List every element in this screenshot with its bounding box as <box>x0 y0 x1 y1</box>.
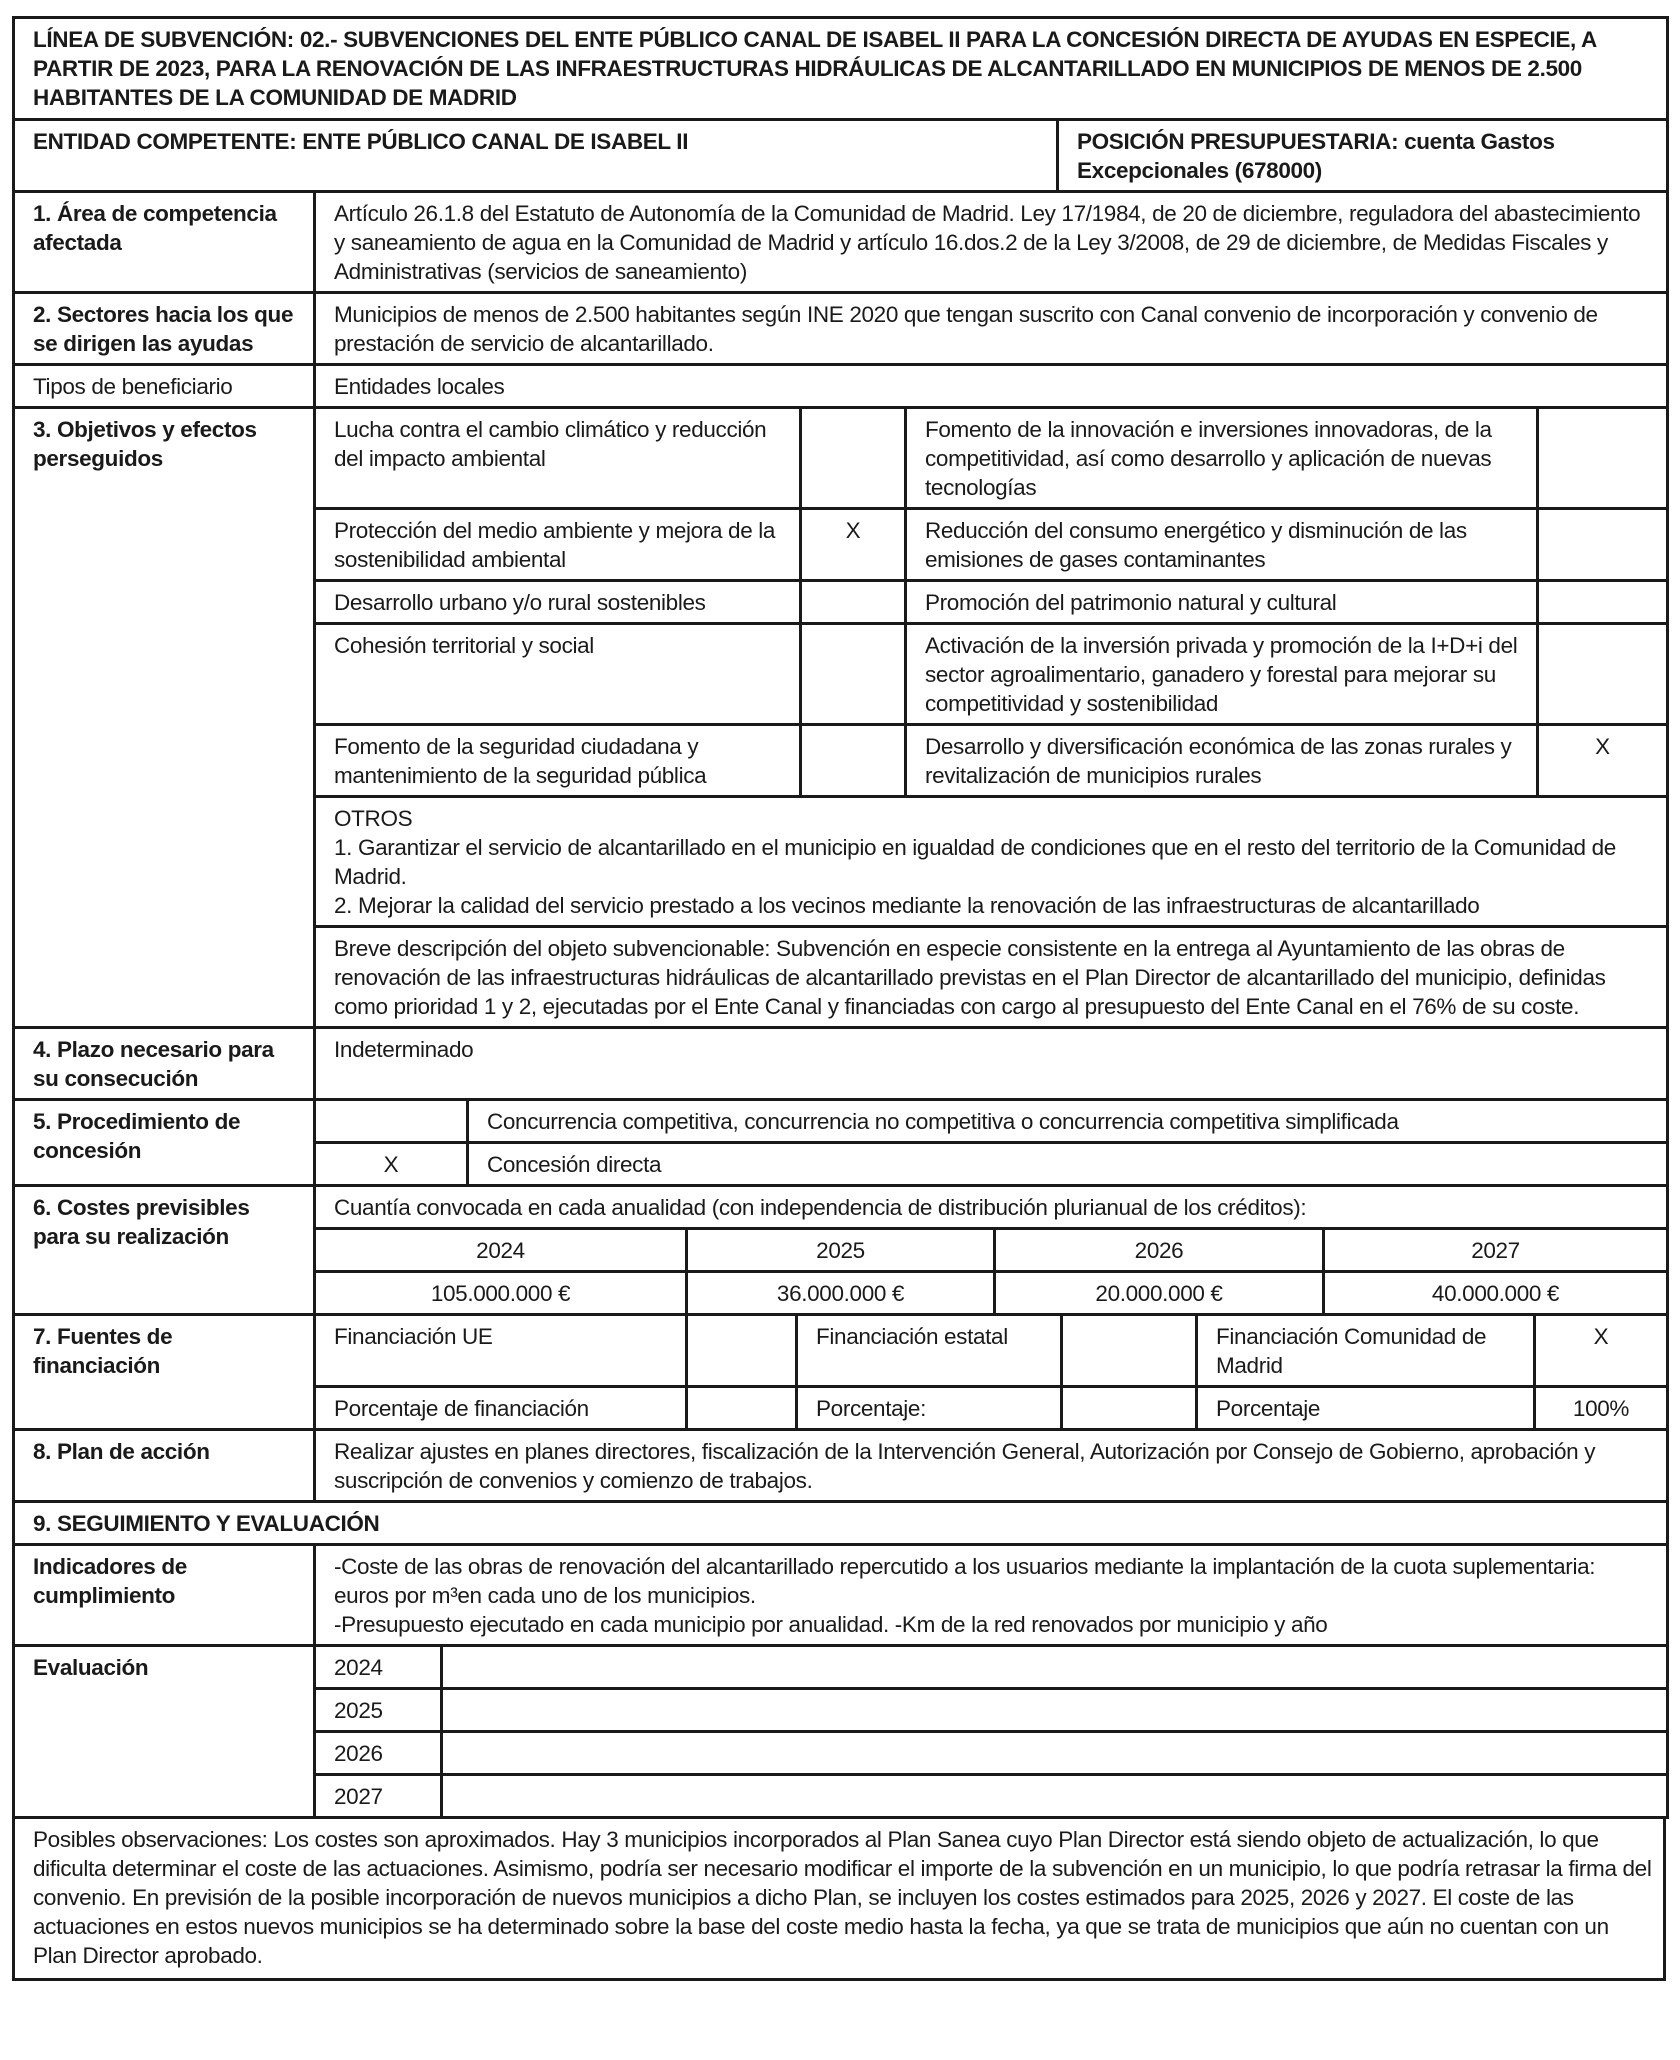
funding-source-label: Financiación UE <box>315 1316 687 1387</box>
cost-amount: 20.000.000 € <box>995 1272 1324 1315</box>
sections-1-2-table <box>12 193 1669 409</box>
evaluacion-value[interactable] <box>442 1646 1668 1689</box>
evaluacion-value[interactable] <box>442 1732 1668 1775</box>
evaluacion-year: 2024 <box>315 1646 442 1689</box>
procedure-option <box>14 1101 1668 1143</box>
beneficiarios-row <box>14 365 1668 408</box>
section5-label: 5. Procedimiento de concesión <box>14 1101 315 1186</box>
section4-label: 4. Plazo necesario para su consecución <box>14 1029 315 1100</box>
section3-table <box>12 409 1669 1029</box>
objective-checkbox[interactable] <box>801 409 906 509</box>
procedure-checkbox[interactable]: X <box>315 1143 468 1186</box>
evaluacion-value[interactable] <box>442 1689 1668 1732</box>
funding-percentage-value[interactable] <box>1062 1387 1197 1430</box>
objective-checkbox[interactable] <box>801 624 906 725</box>
beneficiarios-label: Tipos de beneficiario <box>14 365 315 408</box>
section6-label: 6. Costes previsibles para su realización <box>14 1187 315 1315</box>
entidad-competente: ENTIDAD COMPETENTE: ENTE PÚBLICO CANAL DE ISABEL II <box>14 120 1058 192</box>
section5-table <box>12 1101 1669 1187</box>
objective-checkbox[interactable] <box>801 581 906 624</box>
evaluacion-year: 2027 <box>315 1775 442 1818</box>
funding-sources-row <box>14 1316 1668 1387</box>
objective-text: Cohesión territorial y social <box>315 624 801 725</box>
funding-percentage-value[interactable]: 100% <box>1535 1387 1668 1430</box>
section9-table <box>12 1503 1669 1819</box>
cost-year: 2025 <box>687 1229 995 1272</box>
section6-table <box>12 1187 1669 1316</box>
section2-row <box>14 293 1668 365</box>
objective-checkbox[interactable] <box>1538 581 1668 624</box>
indicador-line: -Presupuesto ejecutado en cada municipio por anualidad. -Km de la red renovados por municipio y año <box>334 1612 1328 1637</box>
section1-text: Artículo 26.1.8 del Estatuto de Autonomía de la Comunidad de Madrid. Ley 17/1984, de 20 de diciembre, reguladora del abastecimiento y saneamiento de agua en la Comunidad de Madrid y artículo 16.dos.2 de la Ley 3/2008, de 29 de diciembre, de Medidas Fiscales y Administrativas (servicios de saneamiento) <box>315 193 1668 293</box>
otros-cell <box>315 797 1668 927</box>
funding-source-checkbox[interactable] <box>1062 1316 1197 1387</box>
indicadores-row <box>14 1545 1668 1646</box>
cost-amount: 105.000.000 € <box>315 1272 687 1315</box>
otros-title: OTROS <box>334 806 413 831</box>
section8-label: 8. Plan de acción <box>14 1431 315 1502</box>
funding-percentage-label: Porcentaje <box>1197 1387 1535 1430</box>
section9-title: 9. SEGUIMIENTO Y EVALUACIÓN <box>14 1503 1668 1545</box>
objective-checkbox[interactable] <box>801 725 906 797</box>
funding-percentage-label: Porcentaje: <box>797 1387 1062 1430</box>
observaciones-text: Posibles observaciones: Los costes son aproximados. Hay 3 municipios incorporados al Plan Sanea cuyo Plan Director está siendo objeto de actualización, lo que dificulta determinar el coste de las actuaciones. Asimismo, podría ser necesario modificar el importe de la subvención en un municipio, lo que podría retrasar la firma del convenio. En previsión de la posible incorporación de nuevos municipios a dicho Plan, se incluyen los costes estimados para 2025, 2026 y 2027. El coste de las actuaciones en estos nuevos municipios se ha determinado sobre la base del coste medio hasta la fecha, ya que se trata de municipios que aún no cuentan con un Plan Director aprobado. <box>14 1819 1665 1980</box>
evaluacion-year: 2026 <box>315 1732 442 1775</box>
funding-source-checkbox[interactable]: X <box>1535 1316 1668 1387</box>
objective-text: Fomento de la seguridad ciudadana y mantenimiento de la seguridad pública <box>315 725 801 797</box>
objective-row <box>14 409 1668 509</box>
procedure-checkbox[interactable] <box>315 1101 468 1143</box>
indicadores-label: Indicadores de cumplimiento <box>14 1545 315 1646</box>
funding-source-checkbox[interactable] <box>687 1316 797 1387</box>
evaluacion-year: 2025 <box>315 1689 442 1732</box>
line-title: LÍNEA DE SUBVENCIÓN: 02.- SUBVENCIONES DEL ENTE PÚBLICO CANAL DE ISABEL II PARA LA CONCESIÓN DIRECTA DE AYUDAS EN ESPECIE, A PARTIR DE 2023, PARA LA RENOVACIÓN DE LAS INFRAESTRUCTURAS HIDRÁULICAS DE ALCANTARILLADO EN MUNICIPIOS DE MENOS DE 2.500 HABITANTES DE LA COMUNIDAD DE MADRID <box>14 18 1668 120</box>
objective-text: Promoción del patrimonio natural y cultural <box>906 581 1538 624</box>
beneficiarios-text: Entidades locales <box>315 365 1668 408</box>
header-table <box>12 16 1669 193</box>
posicion-presupuestaria: POSICIÓN PRESUPUESTARIA: cuenta Gastos Excepcionales (678000) <box>1058 120 1668 192</box>
objective-text: Desarrollo urbano y/o rural sostenibles <box>315 581 801 624</box>
section2-label: 2. Sectores hacia los que se dirigen las ayudas <box>14 293 315 365</box>
section4-text: Indeterminado <box>315 1029 1668 1100</box>
cost-year: 2026 <box>995 1229 1324 1272</box>
indicadores-cell <box>315 1545 1668 1646</box>
objective-checkbox[interactable]: X <box>1538 725 1668 797</box>
indicador-line: -Coste de las obras de renovación del alcantarillado repercutido a los usuarios mediante la implantación de la cuota suplementaria: euros por m³en cada uno de los municipios. <box>334 1554 1596 1608</box>
otros-item: 2. Mejorar la calidad del servicio prestado a los vecinos mediante la renovación de las infraestructuras de alcantarillado <box>334 893 1480 918</box>
section3-label: 3. Objetivos y efectos perseguidos <box>14 409 315 1028</box>
section1-label: 1. Área de competencia afectada <box>14 193 315 293</box>
objective-text: Desarrollo y diversificación económica de las zonas rurales y revitalización de municipios rurales <box>906 725 1538 797</box>
section4-table <box>12 1029 1669 1101</box>
procedure-text: Concesión directa <box>468 1143 1668 1186</box>
cost-amount: 40.000.000 € <box>1324 1272 1668 1315</box>
objective-checkbox[interactable] <box>1538 624 1668 725</box>
objective-text: Lucha contra el cambio climático y reducción del impacto ambiental <box>315 409 801 509</box>
section6-intro: Cuantía convocada en cada anualidad (con independencia de distribución plurianual de los créditos): <box>315 1187 1668 1229</box>
evaluacion-row <box>14 1646 1668 1689</box>
section8-table <box>12 1431 1669 1503</box>
objective-checkbox[interactable] <box>1538 509 1668 581</box>
section7-label: 7. Fuentes de financiación <box>14 1316 315 1430</box>
breve-descripcion: Breve descripción del objeto subvencionable: Subvención en especie consistente en la entrega al Ayuntamiento de las obras de renovación de las infraestructuras hidráulicas de alcantarillado previstas en el Plan Director de alcantarillado del municipio, definidas como prioridad 1 y 2, ejecutadas por el Ente Canal y financiadas con cargo al presupuesto del Ente Canal en el 76% de su coste. <box>315 927 1668 1028</box>
objective-text: Protección del medio ambiente y mejora de la sostenibilidad ambiental <box>315 509 801 581</box>
cost-year: 2024 <box>315 1229 687 1272</box>
objective-text: Reducción del consumo energético y disminución de las emisiones de gases contaminantes <box>906 509 1538 581</box>
otros-item: 1. Garantizar el servicio de alcantarillado en el municipio en igualdad de condiciones que en el resto del territorio de la Comunidad de Madrid. <box>334 835 1616 889</box>
cost-amount: 36.000.000 € <box>687 1272 995 1315</box>
objective-text: Fomento de la innovación e inversiones innovadoras, de la competitividad, así como desarrollo y aplicación de nuevas tecnologías <box>906 409 1538 509</box>
objective-checkbox[interactable]: X <box>801 509 906 581</box>
subsidy-form-sheet <box>12 16 1666 1981</box>
cost-year: 2027 <box>1324 1229 1668 1272</box>
objective-text: Activación de la inversión privada y promoción de la I+D+i del sector agroalimentario, ganadero y forestal para mejorar su competitividad y sostenibilidad <box>906 624 1538 725</box>
funding-source-label: Financiación Comunidad de Madrid <box>1197 1316 1535 1387</box>
funding-percentage-value[interactable] <box>687 1387 797 1430</box>
evaluacion-label: Evaluación <box>14 1646 315 1818</box>
objective-checkbox[interactable] <box>1538 409 1668 509</box>
funding-source-label: Financiación estatal <box>797 1316 1062 1387</box>
observaciones-table <box>12 1819 1666 1981</box>
evaluacion-value[interactable] <box>442 1775 1668 1818</box>
procedure-text: Concurrencia competitiva, concurrencia no competitiva o concurrencia competitiva simplificada <box>468 1101 1668 1143</box>
funding-percentage-label: Porcentaje de financiación <box>315 1387 687 1430</box>
section2-text: Municipios de menos de 2.500 habitantes según INE 2020 que tengan suscrito con Canal convenio de incorporación y convenio de prestación de servicio de alcantarillado. <box>315 293 1668 365</box>
section8-text: Realizar ajustes en planes directores, fiscalización de la Intervención General, Autorización por Consejo de Gobierno, aprobación y suscripción de convenios y comienzo de trabajos. <box>315 1431 1668 1502</box>
section7-table <box>12 1316 1669 1431</box>
section1-row <box>14 193 1668 293</box>
